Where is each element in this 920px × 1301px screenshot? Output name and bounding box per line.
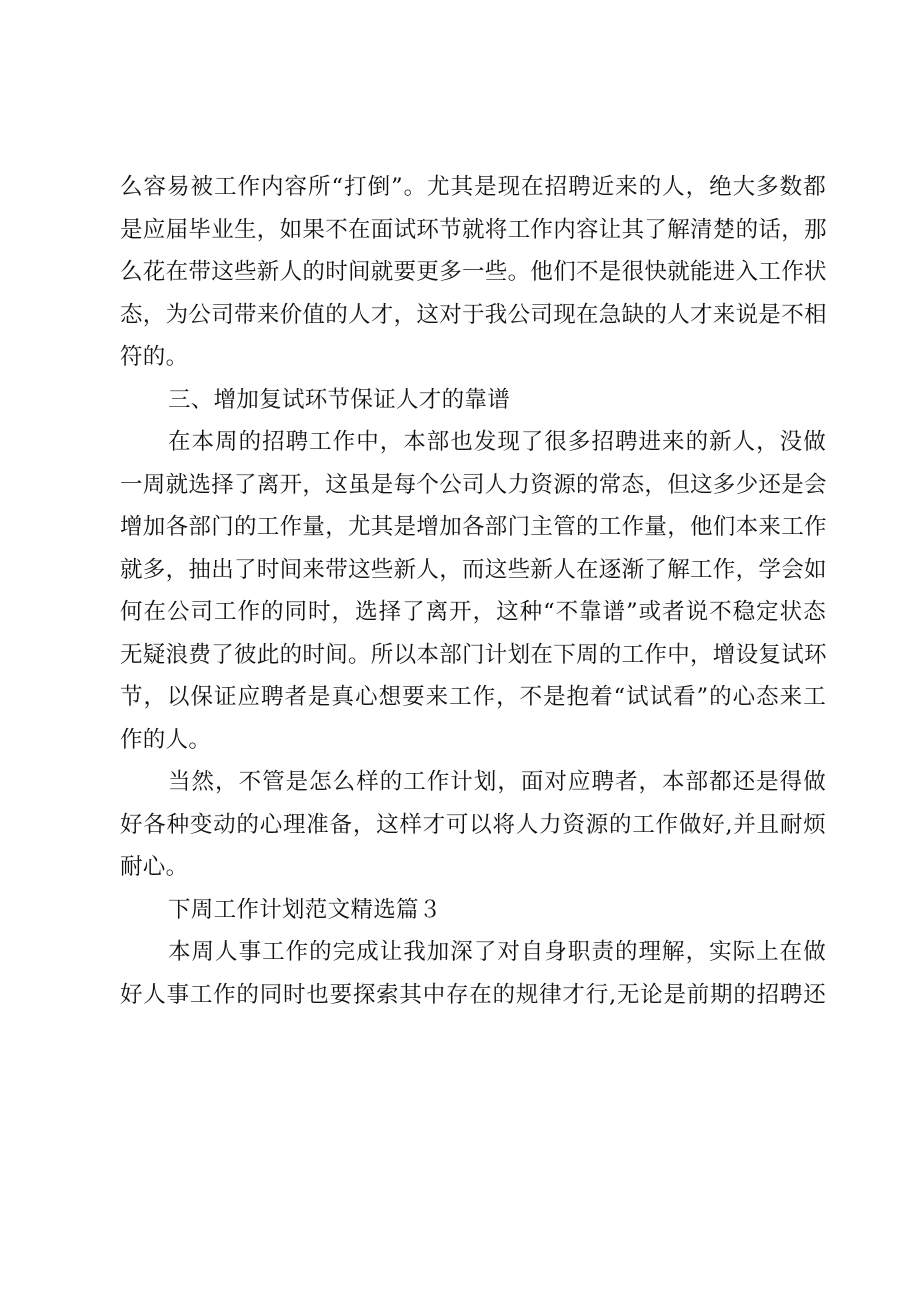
section-heading: 三、增加复试环节保证人才的靠谱 [168,386,511,413]
text-line: 符的。 [120,344,189,370]
text-line: 就多，抽出了时间来带这些新人，而这些新人在逐渐了解工作，学会如 [120,556,827,583]
text-line: 本周人事工作的完成让我加深了对自身职责的理解，实际上在做 [168,939,826,965]
text-line: 耐心。 [120,854,189,880]
text-line: 是应届毕业生，如果不在面试环节就将工作内容让其了解清楚的话，那 [120,216,827,243]
text-line: 好各种变动的心理准备，这样才可以将人力资源的工作做好,并且耐烦 [120,811,826,838]
text-line: 当然，不管是怎么样的工作计划，面对应聘者，本部都还是得做 [168,769,826,795]
section-heading: 下周工作计划范文精选篇３ [168,896,442,923]
text-line: 一周就选择了离开，这虽是每个公司人力资源的常态，但这多少还是会 [120,471,827,498]
text-line: 么花在带这些新人的时间就要更多一些。他们不是很快就能进入工作状 [120,259,827,285]
text-line: 好人事工作的同时也要探索其中存在的规律才行,无论是前期的招聘还 [120,981,826,1008]
text-line: 在本周的招聘工作中，本部也发现了很多招聘进来的新人，没做 [168,429,826,455]
text-line: 增加各部门的工作量，尤其是增加各部门主管的工作量，他们本来工作 [120,514,827,540]
text-line: 作的人。 [120,726,212,753]
text-line: 态，为公司带来价值的人才，这对于我公司现在急缺的人才来说是不相 [120,301,827,328]
text-line: 么容易被工作内容所“打倒”。尤其是现在招聘近来的人，绝大多数都 [120,174,826,200]
text-line: 何在公司工作的同时，选择了离开，这种“不靠谱”或者说不稳定状态 [120,599,826,625]
text-line: 节，以保证应聘者是真心想要来工作，不是抱着“试试看”的心态来工 [120,684,826,710]
document-body [120,166,826,1016]
text-line: 无疑浪费了彼此的时间。所以本部门计划在下周的工作中，增设复试环 [120,641,827,668]
